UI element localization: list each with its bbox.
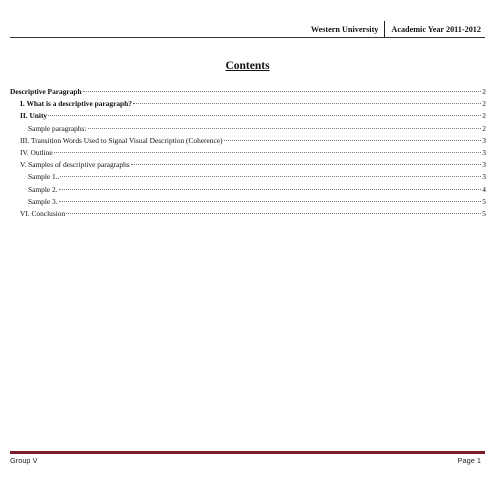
toc-dot-leader	[48, 115, 481, 116]
toc-entry-label: Sample 2.	[28, 184, 58, 194]
toc-entry-page: 2	[482, 99, 486, 109]
toc-entry[interactable]	[10, 171, 486, 183]
toc-dot-leader	[88, 128, 482, 129]
toc-entry-page: 3	[482, 172, 486, 182]
toc-entry[interactable]	[10, 196, 486, 208]
toc-entry[interactable]	[10, 98, 486, 110]
toc-entry[interactable]	[10, 123, 486, 135]
footer-group: Group V	[10, 456, 38, 465]
page-header	[311, 21, 481, 37]
toc-title: Contents	[225, 60, 270, 72]
toc-entry-label: Sample 1..	[28, 172, 60, 182]
toc-entry-label: IV. Outline	[20, 147, 53, 157]
toc-entry-label: I. What is a descriptive paragraph?	[20, 99, 132, 109]
toc-entry-page: 3	[482, 147, 486, 157]
toc-entry[interactable]	[10, 110, 486, 122]
toc-dot-leader	[66, 213, 481, 214]
toc-entry-page: 3	[482, 160, 486, 170]
toc-entry[interactable]	[10, 135, 486, 147]
footer-page-number: Page 1	[457, 456, 481, 465]
toc-dot-leader	[224, 140, 482, 141]
toc-entry-page: 4	[482, 184, 486, 194]
toc-entry[interactable]	[10, 147, 486, 159]
toc-entry[interactable]	[10, 159, 486, 171]
toc-entry-page: 2	[482, 123, 486, 133]
toc-dot-leader	[133, 103, 481, 104]
toc-entry-label: VI. Conclusion	[20, 208, 66, 218]
toc-entry-label: Sample 3.	[28, 196, 58, 206]
toc-entry-label: III. Transition Words Used to Signal Visual Description (Coherence)	[20, 135, 223, 145]
toc-entry-page: 2	[482, 87, 486, 96]
toc-entry-label: Descriptive Paragraph	[10, 87, 82, 96]
toc-dot-leader	[59, 201, 482, 202]
toc-dot-leader	[54, 152, 482, 153]
footer-rule	[10, 451, 485, 454]
toc-dot-leader	[83, 91, 482, 92]
toc-entry-label: V. Samples of descriptive paragraphs	[20, 160, 130, 170]
toc-dot-leader	[59, 189, 482, 190]
toc-entry-label: II. Unity	[20, 111, 48, 121]
header-university: Western University	[310, 24, 379, 34]
toc-dot-leader	[131, 164, 482, 165]
toc-entry-page: 5	[482, 196, 486, 206]
toc-dot-leader	[60, 176, 481, 177]
toc-entry-page: 3	[482, 135, 486, 145]
header-separator	[384, 21, 385, 37]
toc-entry[interactable]	[10, 208, 486, 220]
toc-entry-page: 2	[482, 111, 486, 121]
table-of-contents	[10, 86, 486, 220]
header-academic-year: Academic Year 2011-2012	[391, 24, 481, 34]
toc-entry[interactable]	[10, 86, 486, 98]
toc-entry-page: 5	[482, 208, 486, 218]
toc-entry[interactable]	[10, 184, 486, 196]
header-rule	[10, 37, 485, 38]
page-footer	[10, 456, 481, 465]
toc-entry-label: Sample paragraphs:	[28, 123, 87, 133]
